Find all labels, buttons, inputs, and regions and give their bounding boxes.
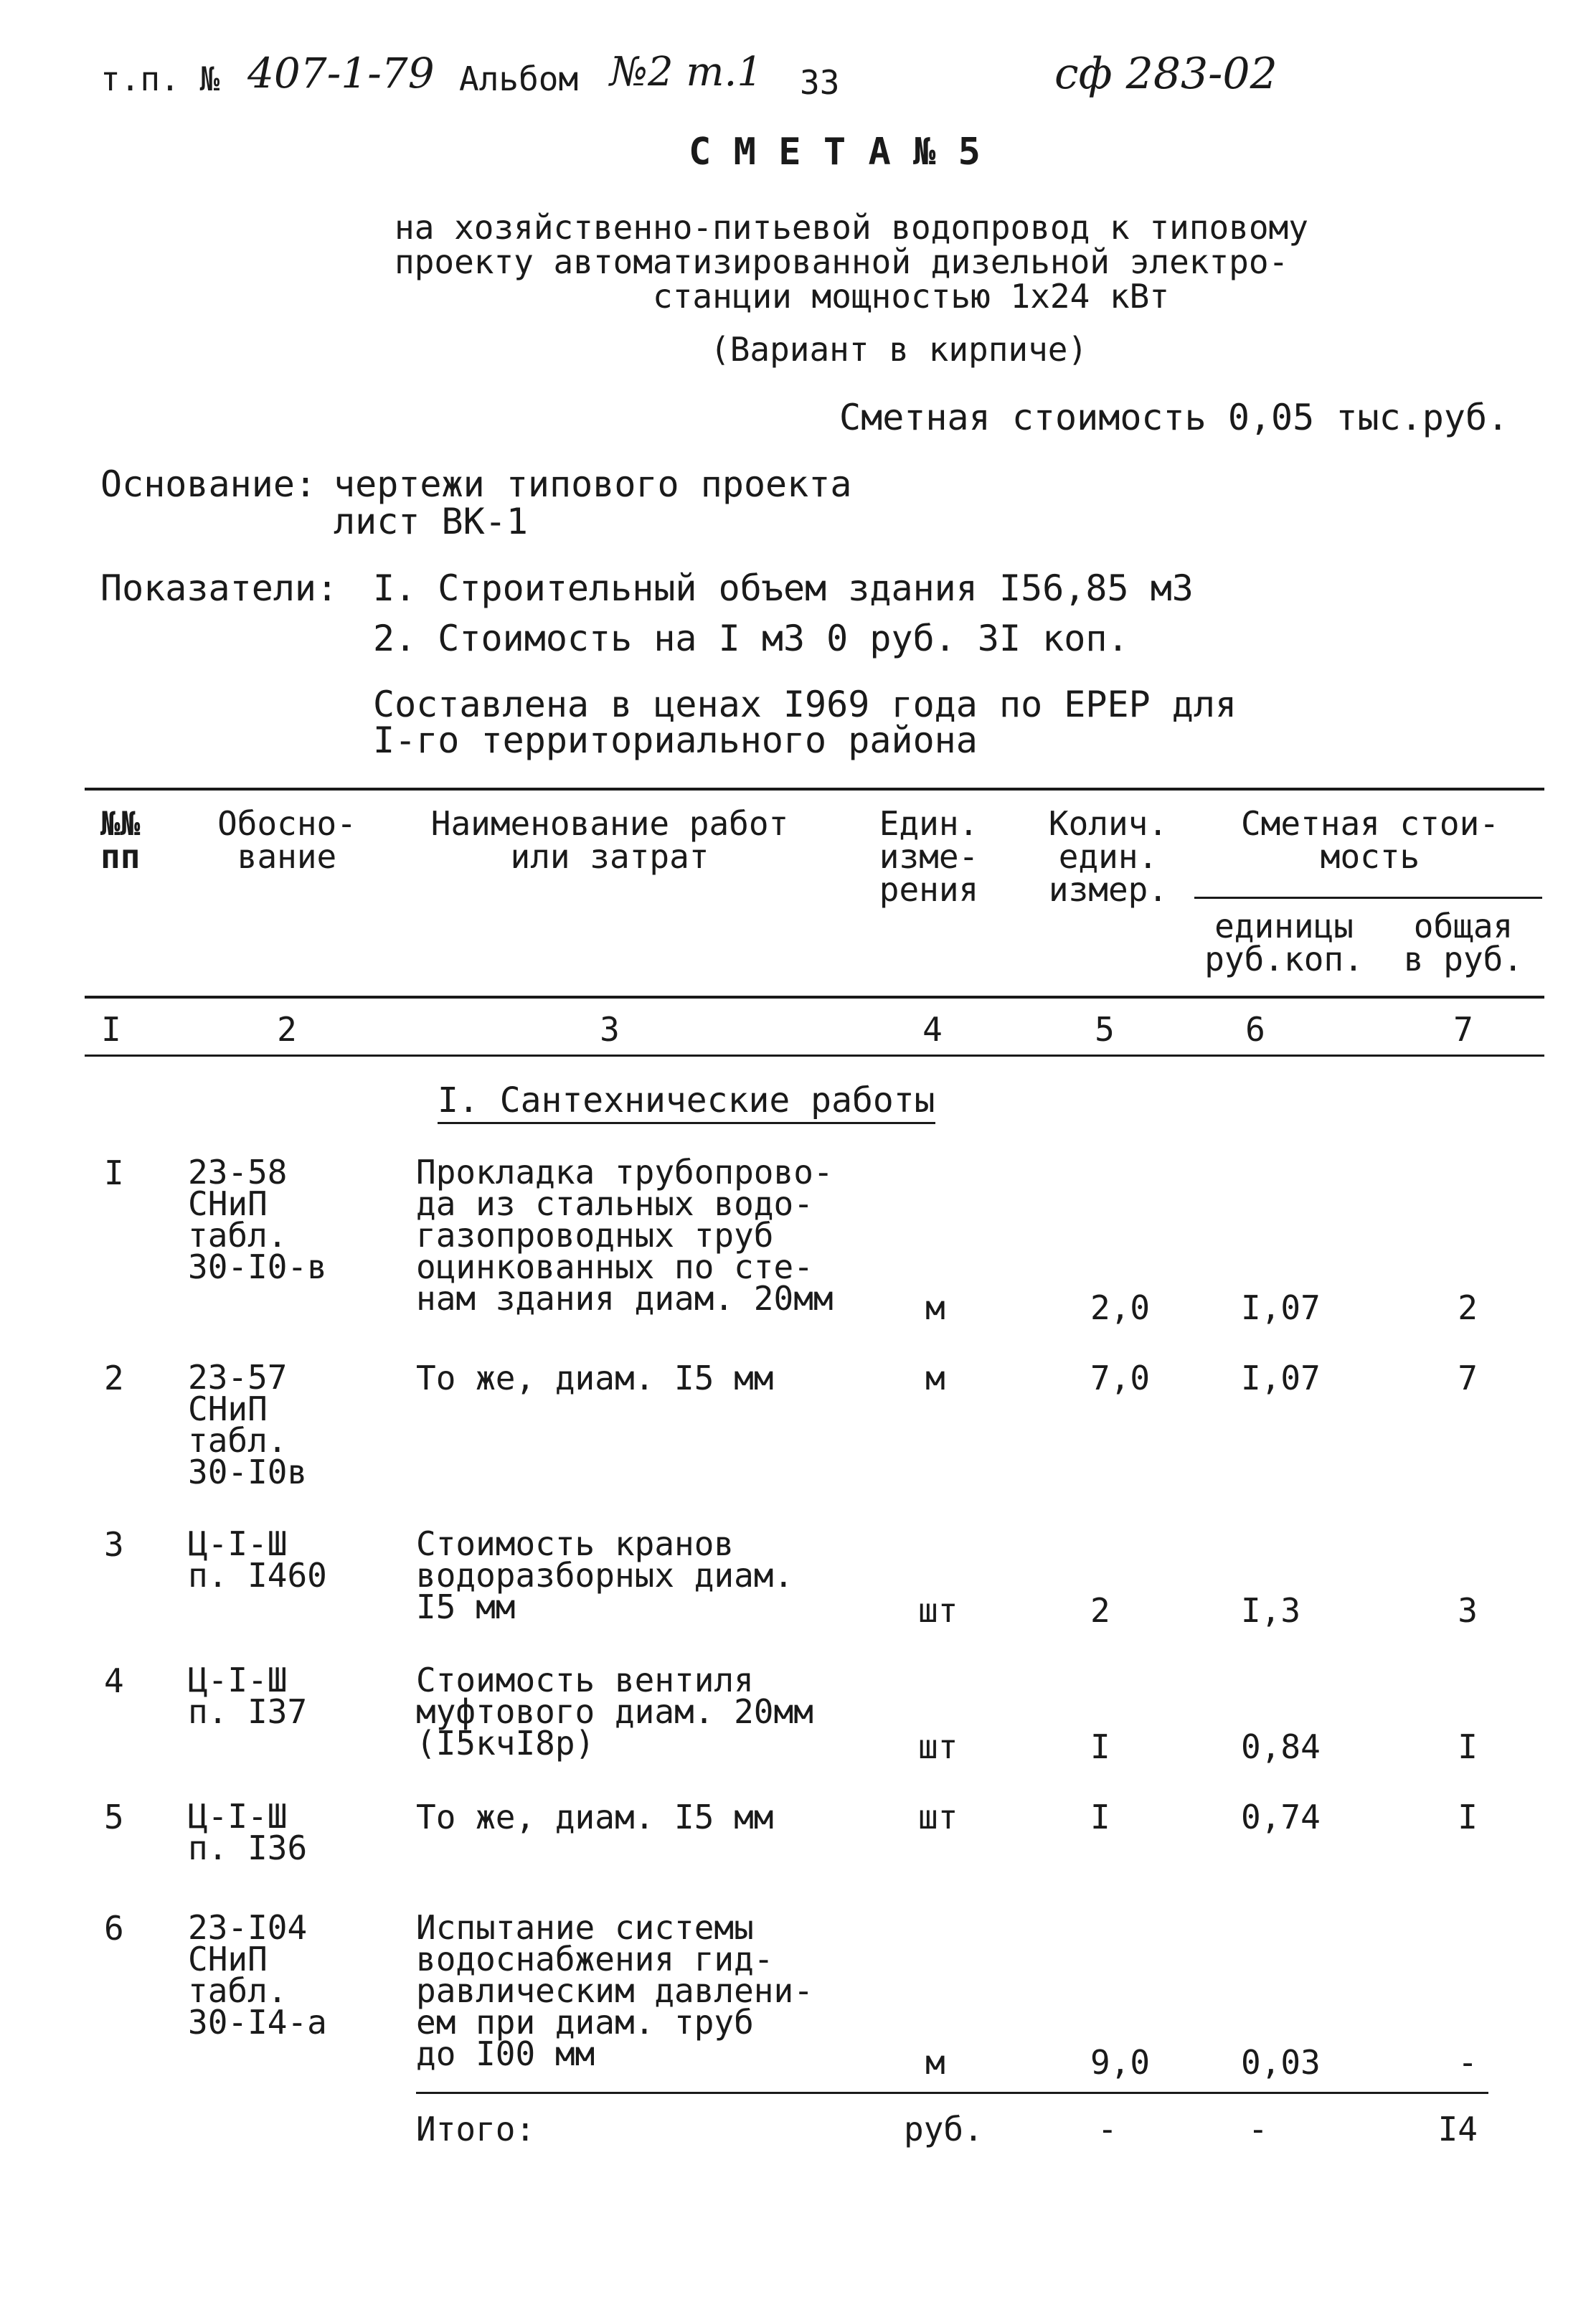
document-code: сф 283-02 — [1054, 49, 1278, 99]
header-qty: Колич. един. измер. — [1048, 804, 1168, 909]
row-qty: I — [1090, 1727, 1110, 1766]
row-basis: 23-I04 СНиП табл. 30-I4-а — [188, 1908, 327, 2042]
basis-label: Основание: — [100, 463, 317, 505]
album-number: №2 т.1 — [610, 49, 762, 95]
row-unit: м — [925, 2043, 945, 2082]
row-name: То же, диам. I5 мм — [416, 1798, 774, 1836]
row-total: 2 — [1458, 1288, 1478, 1327]
row-name: То же, диам. I5 мм — [416, 1359, 774, 1397]
header-cost: Сметная стои- мость — [1240, 804, 1500, 876]
row-unit: шт — [918, 1798, 958, 1836]
row-name: Прокладка трубопрово- да из стальных водо- газопроводных труб оцинкованных по сте- нам здания диам. 20мм — [416, 1153, 834, 1318]
row-unit: м — [925, 1288, 945, 1327]
row-basis: Ц-I-Ш п. I37 — [188, 1661, 308, 1731]
row-num: I — [104, 1154, 124, 1192]
row-unit: шт — [918, 1591, 958, 1630]
row-price: 0,03 — [1241, 2043, 1321, 2082]
compiled-line-1: Составлена в ценах I969 года по ЕРЕР для — [373, 684, 1237, 725]
row-name: Испытание системы водоснабжения гид- равлическим давлени- ем при диам. труб до I00 мм — [416, 1908, 813, 2073]
header-num: №№ пп — [100, 804, 141, 876]
row-unit: м — [925, 1359, 945, 1397]
basis-line-1: чертежи типового проекта — [334, 463, 852, 505]
indicator-1: I. Строительный объем здания I56,85 м3 — [373, 567, 1194, 609]
row-unit: шт — [918, 1727, 958, 1766]
total-qty: - — [1097, 2110, 1118, 2148]
indicators-label: Показатели: — [100, 567, 339, 609]
total-price: - — [1248, 2110, 1268, 2148]
col-number-5: 5 — [1095, 1010, 1115, 1049]
row-qty: 7,0 — [1090, 1359, 1151, 1397]
col-number-7: 7 — [1453, 1010, 1473, 1049]
row-basis: Ц-I-Ш п. I460 — [188, 1524, 327, 1595]
row-total: - — [1458, 2043, 1478, 2082]
row-total: 3 — [1458, 1591, 1478, 1630]
row-num: 6 — [104, 1909, 124, 1948]
row-qty: 9,0 — [1090, 2043, 1151, 2082]
tp-label: т.п. № — [100, 60, 220, 98]
row-price: 0,74 — [1241, 1798, 1321, 1836]
row-qty: 2 — [1090, 1591, 1110, 1630]
row-price: 0,84 — [1241, 1727, 1321, 1766]
header-unit: Един. изме- рения — [879, 804, 979, 909]
row-total: 7 — [1458, 1359, 1478, 1397]
section-title-text: I. Сантехнические работы — [438, 1080, 935, 1124]
colnum-bottom-rule — [85, 1055, 1544, 1057]
document-heading: С М Е Т А № 5 — [689, 131, 981, 174]
table-top-rule — [85, 788, 1544, 791]
row-qty: I — [1090, 1798, 1110, 1836]
col-number-6: 6 — [1245, 1010, 1265, 1049]
header-basis: Обосно- вание — [217, 804, 356, 876]
album-label: Альбом — [459, 60, 579, 98]
compiled-line-2: I-го территориального района — [373, 720, 978, 761]
col-number-4: 4 — [922, 1010, 943, 1049]
tp-number: 407-1-79 — [247, 49, 435, 98]
row-price: I,07 — [1241, 1359, 1321, 1397]
header-cost-subrule — [1194, 897, 1542, 899]
total-unit: руб. — [904, 2110, 983, 2148]
row-num: 3 — [104, 1525, 124, 1564]
row-name: Стоимость кранов водоразборных диам. I5 мм — [416, 1524, 794, 1626]
row-total: I — [1458, 1727, 1478, 1766]
row-price: I,3 — [1241, 1591, 1301, 1630]
total-value: I4 — [1437, 2110, 1478, 2148]
row-name: Стоимость вентиля муфтового диам. 20мм (I5кчI8р) — [416, 1661, 813, 1763]
header-bottom-rule — [85, 996, 1544, 999]
row-num: 2 — [104, 1359, 124, 1397]
row-num: 5 — [104, 1798, 124, 1836]
col-number-1: I — [101, 1010, 121, 1049]
row-price: I,07 — [1241, 1288, 1321, 1327]
header-cost-unit: единицы руб.коп. — [1204, 907, 1364, 978]
row-total: I — [1458, 1798, 1478, 1836]
subtitle-line-1: на хозяйственно-питьевой водопровод к типовому — [395, 208, 1308, 247]
header-name: Наименование работ или затрат — [430, 804, 789, 876]
variant-note: (Вариант в кирпиче) — [710, 330, 1088, 369]
estimated-cost: Сметная стоимость 0,05 тыс.руб. — [839, 397, 1509, 438]
row-basis: 23-58 СНиП табл. 30-I0-в — [188, 1153, 327, 1286]
row-qty: 2,0 — [1090, 1288, 1151, 1327]
page-number: 33 — [800, 63, 840, 102]
basis-line-2: лист ВК-1 — [334, 501, 528, 542]
col-number-2: 2 — [277, 1010, 297, 1049]
header-cost-total: общая в руб. — [1403, 907, 1524, 978]
row-num: 4 — [104, 1661, 124, 1700]
total-label: Итого: — [416, 2110, 536, 2148]
subtitle-line-2: проекту автоматизированной дизельной электро- — [395, 242, 1289, 281]
subtitle-line-3: станции мощностью 1х24 кВт — [653, 277, 1170, 316]
total-rule — [416, 2092, 1488, 2094]
row-basis: 23-57 СНиП табл. 30-I0в — [188, 1358, 308, 1491]
section-title — [438, 1082, 935, 1119]
indicator-2: 2. Стоимость на I м3 0 руб. 3I коп. — [373, 618, 1129, 659]
row-basis: Ц-I-Ш п. I36 — [188, 1797, 308, 1867]
col-number-3: 3 — [600, 1010, 620, 1049]
